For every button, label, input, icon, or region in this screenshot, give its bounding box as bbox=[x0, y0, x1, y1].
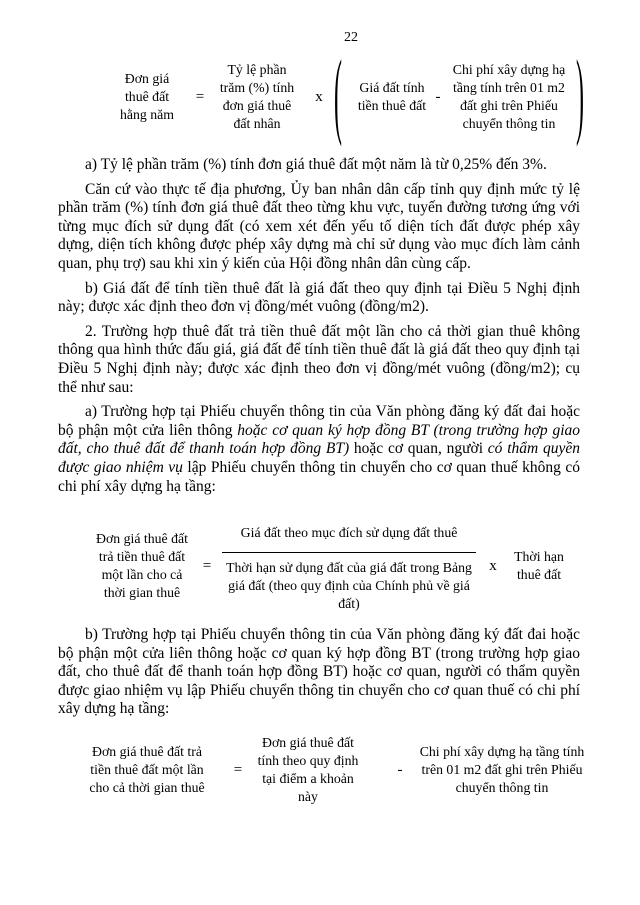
paragraph-provincial-committee: Căn cứ vào thực tế địa phương, Ủy ban nhân dân cấp tỉnh quy định mức tỷ lệ phần trăm (%) tính đơn giá thuê đất theo từng khu vực, tuyến đường tương ứng với từng mục đích sử dụng đất (có xem xét đến yếu tố diện tích đất được phép xây dựng, diện tích không được phép xây dựng mà chỉ sử dụng vào mục đích làm cảnh quan, phụ trợ) sau khi xin ý kiến của Hội đồng nhân dân cùng cấp. bbox=[58, 180, 580, 272]
multiply-sign: x bbox=[315, 89, 323, 105]
page-content bbox=[58, 0, 585, 809]
formula2-fraction bbox=[222, 518, 476, 615]
minus-sign: - bbox=[397, 762, 403, 779]
formula1-infrastructure-cost-label: Chi phí xây dựng hạ tầng tính trên 01 m2 đất ghi trên Phiếu chuyển thông tin bbox=[452, 62, 566, 131]
formula-one-off-rent bbox=[58, 512, 580, 620]
multiply-sign: x bbox=[489, 558, 497, 575]
formula3-infrastructure-cost-label: Chi phí xây dựng hạ tầng tính trên 01 m2 đất ghi trên Phiếu chuyển thông tin bbox=[419, 744, 585, 796]
formula-annual-rent bbox=[58, 42, 584, 150]
formula2-result-label: Đơn giá thuê đất trả tiền thuê đất một lần cho cả thời gian thuê bbox=[96, 531, 188, 601]
page-number: 22 bbox=[344, 30, 358, 45]
open-parenthesis: ( bbox=[334, 42, 342, 149]
close-parenthesis: ) bbox=[576, 42, 584, 149]
equals-sign: = bbox=[233, 762, 243, 779]
formula1-result-label: Đơn giá thuê đất hằng năm bbox=[119, 71, 175, 122]
formula3-result-label: Đơn giá thuê đất trả tiền thuê đất một lần cho cả thời gian thuê bbox=[89, 744, 205, 796]
equals-sign: = bbox=[195, 89, 205, 105]
paragraph-point-b: b) Trường hợp tại Phiếu chuyển thông tin của Văn phòng đăng ký đất đai hoặc bộ phận một cửa liên thông hoặc cơ quan ký hợp đồng BT (trong trường hợp giao đất, cho thuê đất để thanh toán hợp đồng BT) hoặc cơ quan, người có thẩm quyền được giao nhiệm vụ lập Phiếu chuyển thông tin chuyển cho cơ quan thuế có chi phí xây dựng hạ tầng: bbox=[58, 626, 580, 718]
formula2-denominator: Thời hạn sử dụng đất của giá đất trong Bảng giá đất (theo quy định của Chính phủ về giá đất) bbox=[226, 559, 472, 611]
paragraph-land-price-basis: b) Giá đất để tính tiền thuê đất là giá đất theo quy định tại Điều 5 Nghị định này; được xác định theo đơn vị đồng/mét vuông (đồng/m2). bbox=[58, 279, 580, 316]
formula-one-off-rent-with-cost bbox=[58, 731, 585, 809]
formula1-land-price-label: Giá đất tính tiền thuê đất bbox=[357, 80, 427, 113]
formula2-numerator: Giá đất theo mục đích sử dụng đất thuê bbox=[240, 524, 458, 540]
minus-sign: - bbox=[435, 89, 441, 105]
formula2-lease-term-label: Thời hạn thuê đất bbox=[514, 549, 564, 583]
paragraph-point-a: a) Trường hợp tại Phiếu chuyển thông tin của Văn phòng đăng ký đất đai hoặc bộ phận một cửa liên thông hoặc cơ quan ký hợp đồng BT (trong trường hợp giao đất, cho thuê đất để thanh toán hợp đồng BT) hoặc cơ quan, người có thẩm quyền được giao nhiệm vụ lập Phiếu chuyển thông tin chuyển cho cơ quan thuế không có chi phí xây dựng hạ tầng: bbox=[58, 403, 581, 495]
formula3-unit-price-label: Đơn giá thuê đất tính theo quy định tại điểm a khoản này bbox=[257, 735, 359, 805]
formula1-rate-label: Tỷ lệ phần trăm (%) tính đơn giá thuê đất nhân bbox=[219, 62, 295, 131]
paragraph-rate-range: a) Tỷ lệ phần trăm (%) tính đơn giá thuê đất một năm là từ 0,25% đến 3%. bbox=[85, 156, 547, 173]
paragraph-clause-2: 2. Trường hợp thuê đất trả tiền thuê đất một lần cho cả thời gian thuê không thông qua hình thức đấu giá, giá đất để tính tiền thuê đất là giá đất theo quy định tại Điều 5 Nghị định này; được xác định theo đơn vị đồng/mét vuông (đồng/m2); cụ thể như sau: bbox=[58, 322, 580, 396]
equals-sign: = bbox=[202, 558, 212, 575]
